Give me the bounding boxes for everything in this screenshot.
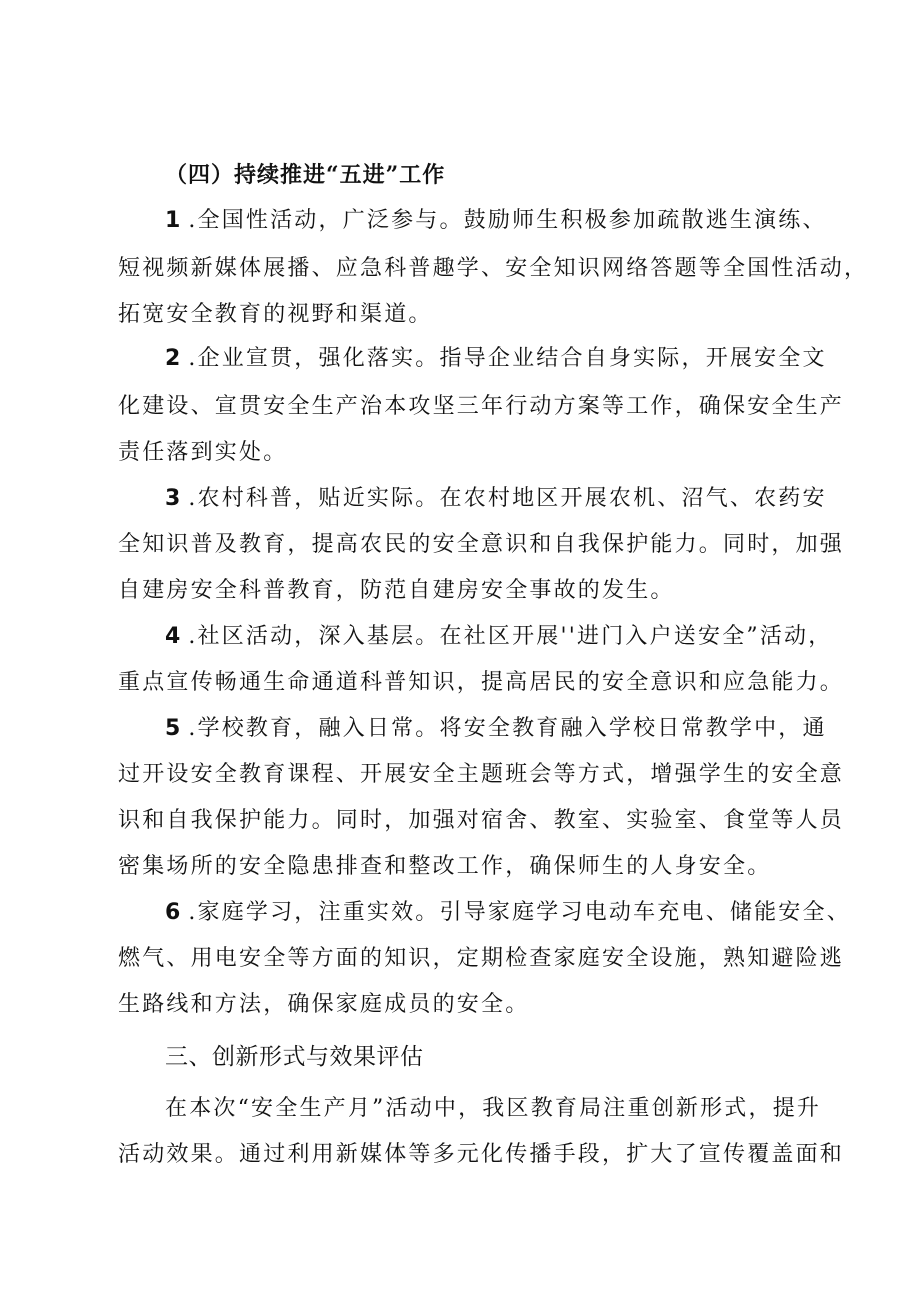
item-6-line-2: 燃气、用电安全等方面的知识，定期检查家庭安全设施，熟知避险逃 xyxy=(118,946,845,971)
item-1-number: 1 xyxy=(165,208,181,233)
closing-paragraph-line-2: 活动效果。通过利用新媒体等多元化传播手段，扩大了宣传覆盖面和 xyxy=(118,1142,845,1167)
item-4-line-2: 重点宣传畅通生命通道科普知识，提高居民的安全意识和应急能力。 xyxy=(118,670,845,695)
subsection-title: （四）持续推进“五进”工作 xyxy=(165,162,446,188)
item-2-line-2: 化建设、宣贯安全生产治本攻坚三年行动方案等工作，确保安全生产 xyxy=(118,394,845,419)
closing-paragraph-line-1: 在本次“安全生产月”活动中，我区教育局注重创新形式，提升 xyxy=(165,1096,822,1121)
item-2-line-1: .企业宣贯，强化落实。指导企业结合自身实际，开展安全文 xyxy=(188,346,827,371)
item-5-line-4: 密集场所的安全隐患排查和整改工作，确保师生的人身安全。 xyxy=(118,854,772,879)
item-1-line-2: 短视频新媒体展播、应急科普趣学、安全知识网络答题等全国性活动， xyxy=(118,256,869,281)
item-6-line-1: .家庭学习，注重实效。引导家庭学习电动车充电、储能安全、 xyxy=(188,900,851,925)
item-5-line-1: .学校教育，融入日常。将安全教育融入学校日常教学中，通 xyxy=(188,716,827,741)
item-4-number: 4 xyxy=(165,624,181,649)
item-5-number: 5 xyxy=(165,716,181,741)
item-5-first-line xyxy=(165,714,865,744)
item-2-line-3: 责任落到实处。 xyxy=(118,440,288,465)
item-6-number: 6 xyxy=(165,900,181,925)
item-1-line-3: 拓宽安全教育的视野和渠道。 xyxy=(118,302,433,327)
item-3-first-line xyxy=(165,484,865,514)
item-3-line-1: .农村科普，贴近实际。在农村地区开展农机、沼气、农药安 xyxy=(188,486,827,511)
item-1-first-line xyxy=(165,206,865,236)
item-6-first-line xyxy=(165,898,865,928)
item-6-line-3: 生路线和方法，确保家庭成员的安全。 xyxy=(118,992,530,1017)
item-5-line-3: 识和自我保护能力。同时，加强对宿舍、教室、实验室、食堂等人员 xyxy=(118,808,845,833)
item-3-line-2: 全知识普及教育，提高农民的安全意识和自我保护能力。同时，加强 xyxy=(118,532,845,557)
item-1-line-1: .全国性活动，广泛参与。鼓励师生积极参加疏散逃生演练、 xyxy=(188,208,827,233)
item-2-number: 2 xyxy=(165,346,181,371)
item-4-first-line xyxy=(165,622,865,652)
item-3-line-3: 自建房安全科普教育，防范自建房安全事故的发生。 xyxy=(118,578,675,603)
item-5-line-2: 过开设安全教育课程、开展安全主题班会等方式，增强学生的安全意 xyxy=(118,762,845,787)
item-3-number: 3 xyxy=(165,486,181,511)
section-title: 三、创新形式与效果评估 xyxy=(165,1044,424,1070)
item-4-line-1: .社区活动，深入基层。在社区开展''进门入户送安全”活动， xyxy=(188,624,833,649)
item-2-first-line xyxy=(165,344,865,374)
